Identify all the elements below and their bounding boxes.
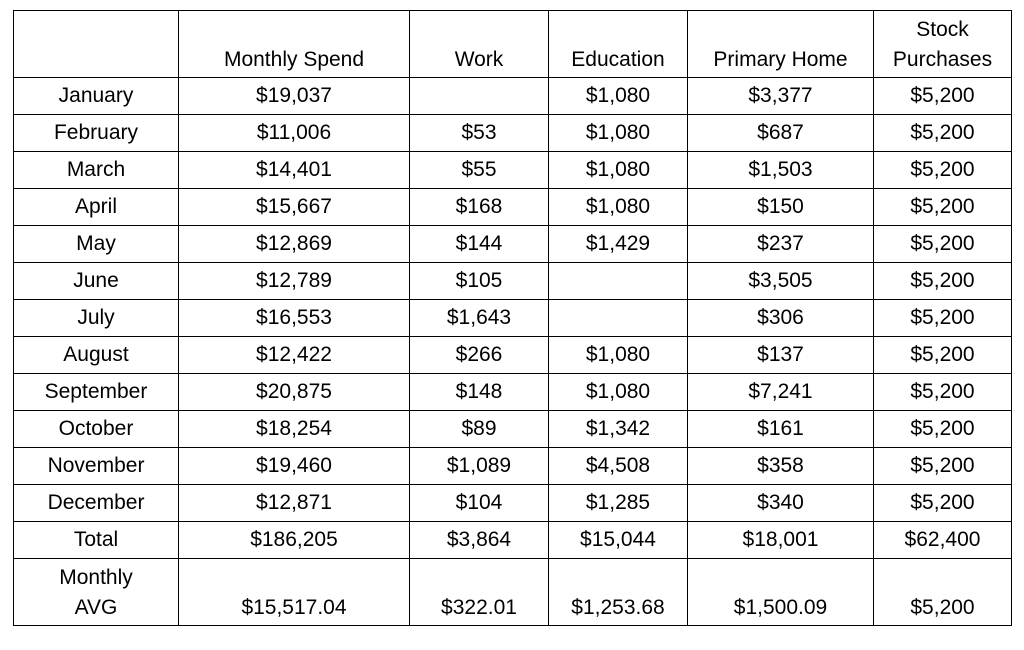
cell-november-work: $1,089 xyxy=(410,448,549,485)
row-label-july: July xyxy=(14,300,179,337)
cell-may-monthly-spend: $12,869 xyxy=(179,226,410,263)
row-label-november: November xyxy=(14,448,179,485)
cell-march-stock-purchases: $5,200 xyxy=(874,152,1012,189)
cell-total-stock-purchases: $62,400 xyxy=(874,522,1012,559)
cell-september-education: $1,080 xyxy=(549,374,688,411)
cell-december-primary-home: $340 xyxy=(688,485,874,522)
cell-september-primary-home: $7,241 xyxy=(688,374,874,411)
header-stock-line1: Stock xyxy=(916,18,969,41)
cell-november-stock-purchases: $5,200 xyxy=(874,448,1012,485)
cell-july-work: $1,643 xyxy=(410,300,549,337)
cell-december-education: $1,285 xyxy=(549,485,688,522)
cell-may-primary-home: $237 xyxy=(688,226,874,263)
cell-april-work: $168 xyxy=(410,189,549,226)
table-row-march xyxy=(14,152,1012,189)
cell-november-primary-home: $358 xyxy=(688,448,874,485)
header-row xyxy=(14,11,1012,78)
cell-may-stock-purchases: $5,200 xyxy=(874,226,1012,263)
cell-september-work: $148 xyxy=(410,374,549,411)
cell-january-primary-home: $3,377 xyxy=(688,78,874,115)
cell-september-monthly-spend: $20,875 xyxy=(179,374,410,411)
cell-october-primary-home: $161 xyxy=(688,411,874,448)
cell-october-work: $89 xyxy=(410,411,549,448)
cell-may-work: $144 xyxy=(410,226,549,263)
table-row-september xyxy=(14,374,1012,411)
cell-december-stock-purchases: $5,200 xyxy=(874,485,1012,522)
cell-february-education: $1,080 xyxy=(549,115,688,152)
row-label-total: Total xyxy=(14,522,179,559)
monthly-spend-table xyxy=(13,10,1012,626)
cell-july-monthly-spend: $16,553 xyxy=(179,300,410,337)
cell-july-primary-home: $306 xyxy=(688,300,874,337)
table-row-monthly-avg xyxy=(14,559,1012,626)
row-label-october: October xyxy=(14,411,179,448)
cell-december-work: $104 xyxy=(410,485,549,522)
cell-november-monthly-spend: $19,460 xyxy=(179,448,410,485)
header-work: Work xyxy=(410,11,549,78)
cell-april-stock-purchases: $5,200 xyxy=(874,189,1012,226)
cell-february-primary-home: $687 xyxy=(688,115,874,152)
cell-march-primary-home: $1,503 xyxy=(688,152,874,189)
row-label-may: May xyxy=(14,226,179,263)
cell-october-stock-purchases: $5,200 xyxy=(874,411,1012,448)
row-label-august: August xyxy=(14,337,179,374)
cell-may-education: $1,429 xyxy=(549,226,688,263)
cell-march-monthly-spend: $14,401 xyxy=(179,152,410,189)
cell-total-work: $3,864 xyxy=(410,522,549,559)
cell-april-monthly-spend: $15,667 xyxy=(179,189,410,226)
cell-june-work: $105 xyxy=(410,263,549,300)
header-stock-line2: Purchases xyxy=(892,48,993,71)
cell-august-stock-purchases: $5,200 xyxy=(874,337,1012,374)
cell-december-monthly-spend: $12,871 xyxy=(179,485,410,522)
row-label-april: April xyxy=(14,189,179,226)
cell-august-primary-home: $137 xyxy=(688,337,874,374)
cell-october-education: $1,342 xyxy=(549,411,688,448)
row-label-september: September xyxy=(14,374,179,411)
cell-february-stock-purchases: $5,200 xyxy=(874,115,1012,152)
header-blank xyxy=(14,11,179,78)
header-monthly-spend: Monthly Spend xyxy=(179,11,410,78)
header-stock-purchases xyxy=(874,11,1012,78)
cell-january-stock-purchases: $5,200 xyxy=(874,78,1012,115)
table-row-total xyxy=(14,522,1012,559)
table-row-may xyxy=(14,226,1012,263)
cell-june-monthly-spend: $12,789 xyxy=(179,263,410,300)
table-row-august xyxy=(14,337,1012,374)
row-label-december: December xyxy=(14,485,179,522)
cell-july-stock-purchases: $5,200 xyxy=(874,300,1012,337)
cell-august-education: $1,080 xyxy=(549,337,688,374)
cell-total-monthly-spend: $186,205 xyxy=(179,522,410,559)
table-row-june xyxy=(14,263,1012,300)
avg-label-line2: AVG xyxy=(74,596,118,619)
cell-monthly-avg-work: $322.01 xyxy=(410,559,549,626)
table-row-february xyxy=(14,115,1012,152)
table-row-november xyxy=(14,448,1012,485)
table-row-july xyxy=(14,300,1012,337)
cell-april-education: $1,080 xyxy=(549,189,688,226)
cell-total-primary-home: $18,001 xyxy=(688,522,874,559)
cell-october-monthly-spend: $18,254 xyxy=(179,411,410,448)
cell-july-education xyxy=(549,300,688,337)
header-primary-home: Primary Home xyxy=(688,11,874,78)
table-row-october xyxy=(14,411,1012,448)
table-row-december xyxy=(14,485,1012,522)
cell-january-work xyxy=(410,78,549,115)
cell-monthly-avg-primary-home: $1,500.09 xyxy=(688,559,874,626)
avg-label-line1: Monthly xyxy=(59,566,133,589)
cell-january-education: $1,080 xyxy=(549,78,688,115)
cell-september-stock-purchases: $5,200 xyxy=(874,374,1012,411)
cell-november-education: $4,508 xyxy=(549,448,688,485)
cell-june-primary-home: $3,505 xyxy=(688,263,874,300)
row-label-january: January xyxy=(14,78,179,115)
cell-june-stock-purchases: $5,200 xyxy=(874,263,1012,300)
row-label-february: February xyxy=(14,115,179,152)
cell-march-education: $1,080 xyxy=(549,152,688,189)
row-label-june: June xyxy=(14,263,179,300)
cell-february-monthly-spend: $11,006 xyxy=(179,115,410,152)
row-label-monthly-avg xyxy=(14,559,179,626)
cell-august-monthly-spend: $12,422 xyxy=(179,337,410,374)
cell-august-work: $266 xyxy=(410,337,549,374)
table-row-april xyxy=(14,189,1012,226)
table-row-january xyxy=(14,78,1012,115)
cell-june-education xyxy=(549,263,688,300)
cell-monthly-avg-education: $1,253.68 xyxy=(549,559,688,626)
cell-total-education: $15,044 xyxy=(549,522,688,559)
row-label-march: March xyxy=(14,152,179,189)
cell-february-work: $53 xyxy=(410,115,549,152)
cell-monthly-avg-monthly-spend: $15,517.04 xyxy=(179,559,410,626)
cell-monthly-avg-stock-purchases: $5,200 xyxy=(874,559,1012,626)
cell-january-monthly-spend: $19,037 xyxy=(179,78,410,115)
cell-april-primary-home: $150 xyxy=(688,189,874,226)
header-education: Education xyxy=(549,11,688,78)
cell-march-work: $55 xyxy=(410,152,549,189)
